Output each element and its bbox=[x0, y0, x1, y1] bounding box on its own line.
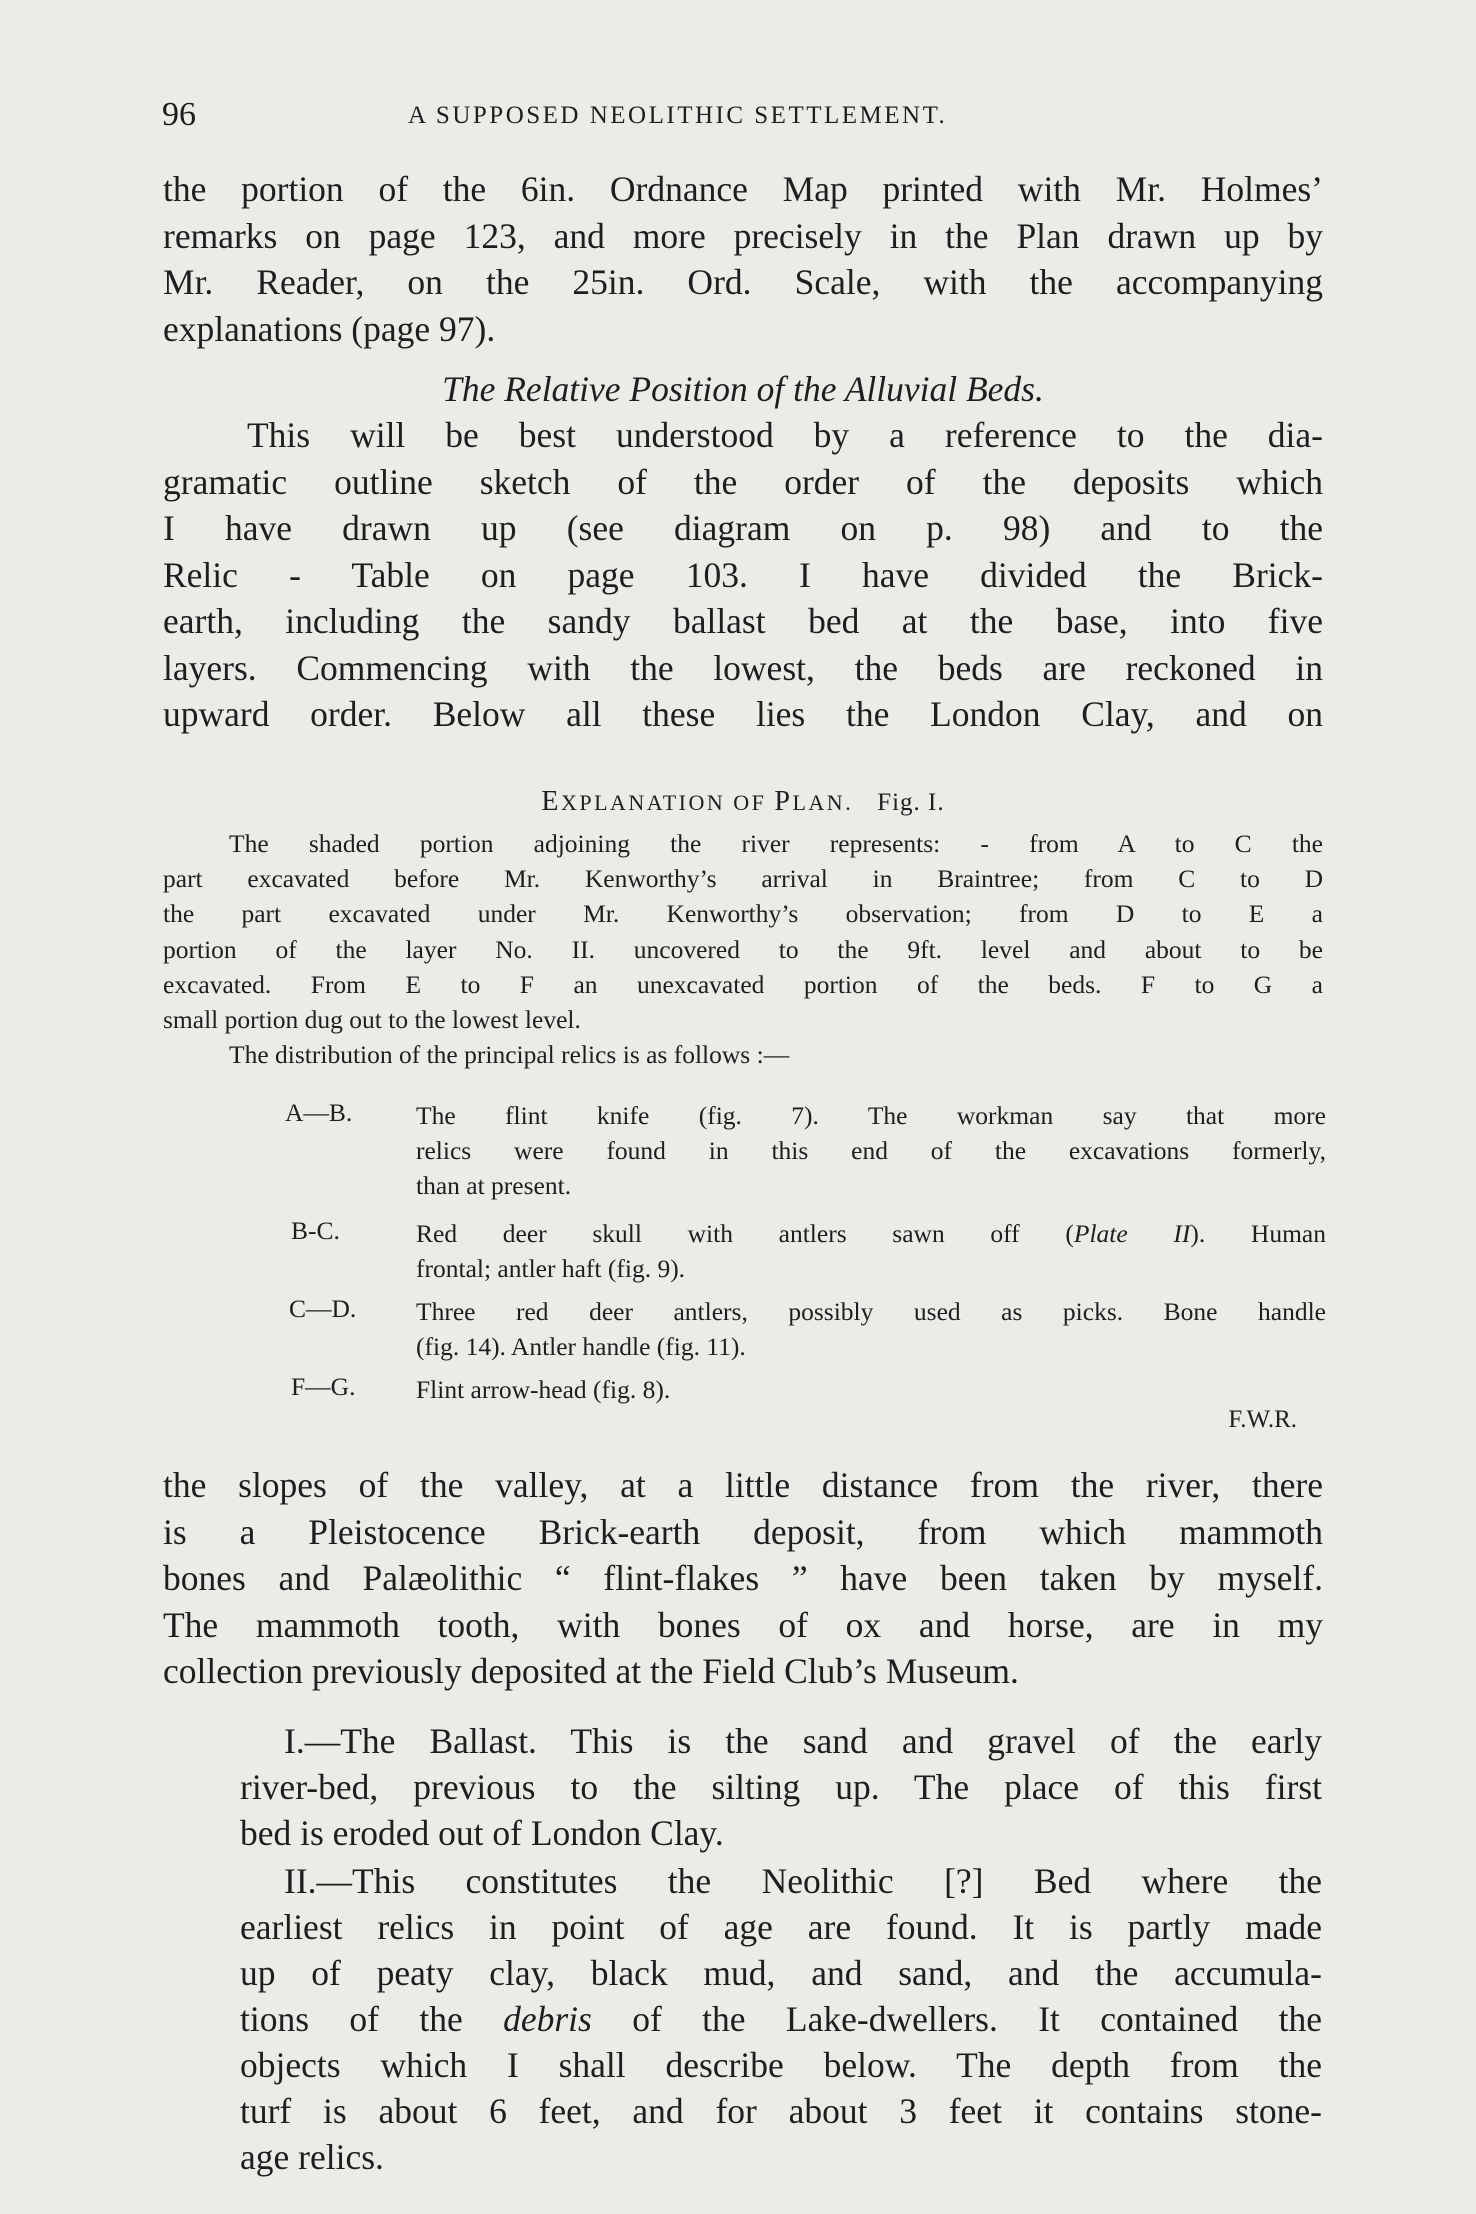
text-line: remarks on page 123, and more precisely in the Plan drawn up by bbox=[163, 215, 1323, 256]
text-line: Flint arrow-head (fig. 8). bbox=[416, 1375, 671, 1404]
relic-key: A—B. bbox=[285, 1098, 353, 1127]
text-line: the slopes of the valley, at a little distance from the river, there bbox=[163, 1465, 1323, 1505]
text-line: excavated. From E to F an unexcavated portion of the beds. F to G a bbox=[163, 969, 1323, 999]
initials-signature: F.W.R. bbox=[1228, 1406, 1297, 1433]
intro-paragraph bbox=[163, 166, 1323, 352]
text-line: turf is about 6 feet, and for about 3 feet it contains stone- bbox=[240, 2091, 1322, 2131]
text-line: II.—This constitutes the Neolithic [?] Bed where the bbox=[284, 1861, 1322, 1901]
text-line: small portion dug out to the lowest level. bbox=[163, 1005, 581, 1035]
text-line: earth, including the sandy ballast bed at the base, into five bbox=[163, 601, 1323, 641]
text-line: This will be best understood by a reference to the dia- bbox=[247, 415, 1323, 455]
section-heading-text: The Relative Position of the Alluvial Beds. bbox=[442, 369, 1044, 409]
text-line: Three red deer antlers, possibly used as picks. Bone handle bbox=[416, 1297, 1326, 1326]
text-line: relics were found in this end of the excavations formerly, bbox=[416, 1136, 1326, 1166]
text-line: I.—The Ballast. This is the sand and gravel of the early bbox=[284, 1721, 1322, 1761]
text-line: bed is eroded out of London Clay. bbox=[240, 1813, 724, 1853]
text-line: upward order. Below all these lies the London Clay, and on bbox=[163, 694, 1323, 734]
text-line: collection previously deposited at the Field Club’s Museum. bbox=[163, 1651, 1019, 1691]
text-line: the portion of the 6in. Ordnance Map printed with Mr. Holmes’ bbox=[163, 169, 1323, 209]
relic-description bbox=[416, 1294, 1326, 1364]
text-line: The shaded portion adjoining the river represents: - from A to C the bbox=[229, 829, 1323, 858]
text-line: Red deer skull with antlers sawn off (Plate II). Human bbox=[416, 1219, 1327, 1248]
text-line: river-bed, previous to the silting up. The place of this first bbox=[240, 1767, 1322, 1807]
explanation-title: EXPLANATION OF PLAN. Fig. I. bbox=[541, 786, 945, 817]
italic-text: Plate II bbox=[1073, 1219, 1191, 1248]
distribution-line: The distribution of the principal relics is as follows :— bbox=[229, 1040, 790, 1070]
text-line: is a Pleistocence Brick-earth deposit, from which mammoth bbox=[163, 1511, 1323, 1552]
page-header bbox=[162, 96, 1332, 136]
text-line: layers. Commencing with the lowest, the beds are reckoned in bbox=[163, 647, 1323, 688]
layer-entry-ballast bbox=[240, 1718, 1322, 1856]
text-line: part excavated before Mr. Kenworthy’s arrival in Braintree; from C to D bbox=[163, 864, 1323, 894]
explanation-fig-ref: Fig. I. bbox=[877, 789, 945, 816]
text-line: earliest relics in point of age are found. It is partly made bbox=[240, 1907, 1322, 1947]
italic-text: debris bbox=[503, 1999, 592, 2039]
running-title: A SUPPOSED NEOLITHIC SETTLEMENT. bbox=[408, 102, 948, 129]
text-line: gramatic outline sketch of the order of the deposits which bbox=[163, 461, 1323, 502]
page-number: 96 bbox=[162, 96, 196, 133]
explanation-text bbox=[163, 826, 1323, 1072]
relic-key: F—G. bbox=[291, 1372, 356, 1401]
continuation-paragraph bbox=[163, 1462, 1323, 1695]
text-line: tions of the debris of the Lake-dwellers. It contained the bbox=[240, 1999, 1322, 2039]
section-paragraph bbox=[163, 412, 1323, 738]
text-line: age relics. bbox=[240, 2137, 384, 2177]
text-line: than at present. bbox=[416, 1171, 572, 1201]
layer-entry-neolithic-bed bbox=[240, 1858, 1322, 2180]
text-line: the part excavated under Mr. Kenworthy’s observation; from D to E a bbox=[163, 899, 1323, 929]
explanation-of-plan bbox=[163, 786, 1327, 1436]
text-line: Relic - Table on page 103. I have divided the Brick- bbox=[163, 554, 1323, 595]
text-line: The flint knife (fig. 7). The workman say that more bbox=[416, 1101, 1326, 1130]
text-line: Mr. Reader, on the 25in. Ord. Scale, with the accompanying bbox=[163, 262, 1323, 302]
text-line: frontal; antler haft (fig. 9). bbox=[416, 1254, 686, 1284]
text-line: portion of the layer No. II. uncovered to the 9ft. level and about to be bbox=[163, 934, 1323, 964]
relic-key: C—D. bbox=[289, 1294, 357, 1323]
text-line: The mammoth tooth, with bones of ox and horse, are in my bbox=[163, 1604, 1323, 1645]
relic-description bbox=[416, 1098, 1326, 1204]
relic-description bbox=[416, 1216, 1326, 1286]
text-line: explanations (page 97). bbox=[163, 308, 496, 349]
text-line: bones and Palæolithic “ flint-flakes ” have been taken by myself. bbox=[163, 1558, 1323, 1598]
text-line: up of peaty clay, black mud, and sand, and the accumula- bbox=[240, 1953, 1322, 1993]
relic-description bbox=[416, 1372, 1326, 1407]
text-line: objects which I shall describe below. The depth from the bbox=[240, 2045, 1322, 2085]
relic-key: B-C. bbox=[291, 1216, 340, 1245]
text-line: I have drawn up (see diagram on p. 98) and to the bbox=[163, 508, 1323, 548]
section-heading bbox=[163, 366, 1323, 413]
text-line: (fig. 14). Antler handle (fig. 11). bbox=[416, 1332, 746, 1362]
